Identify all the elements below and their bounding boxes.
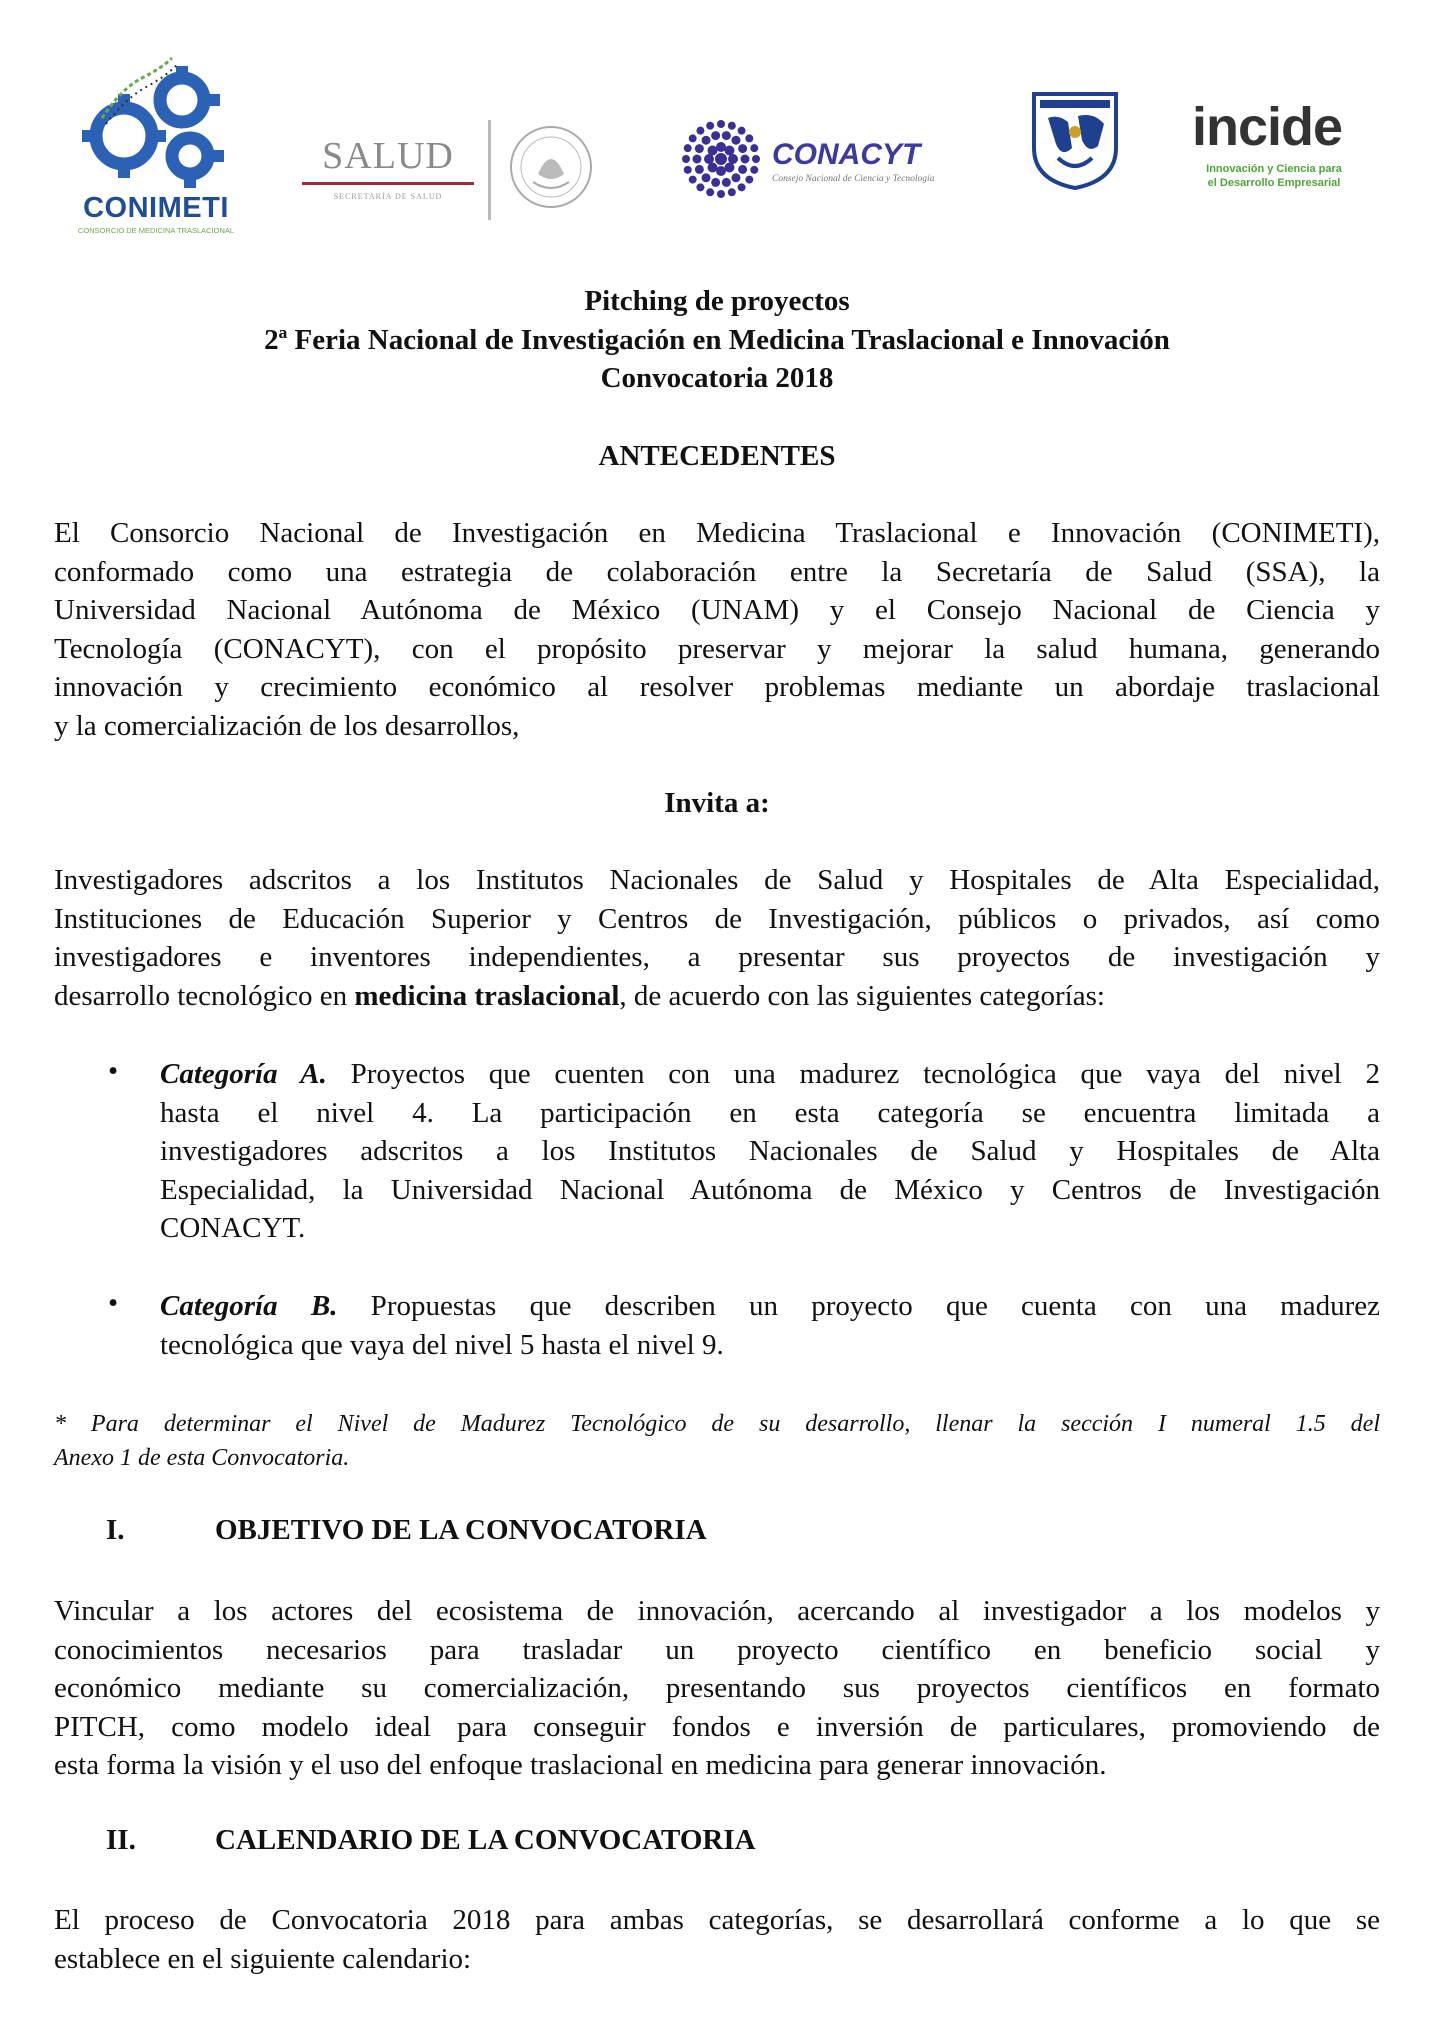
conacyt-dot xyxy=(738,183,746,191)
conacyt-dot xyxy=(738,165,747,174)
document-title xyxy=(54,282,1380,398)
section-2-number: II. xyxy=(106,1824,136,1856)
incide-subtitle xyxy=(1196,162,1352,190)
paragraph-line: Vincular a los actores del ecosistema de innovación, acercando al investigador a los modelos y xyxy=(54,1595,1380,1627)
footnote-line: Anexo 1 de esta Convocatoria. xyxy=(54,1445,350,1471)
salud-divider xyxy=(488,120,491,220)
paragraph-line: El proceso de Convocatoria 2018 para ambas categorías, se desarrollará conforme a lo que se xyxy=(54,1904,1380,1936)
conacyt-dots-icon xyxy=(680,118,762,200)
line-text: desarrollo tecnológico en xyxy=(54,979,355,1012)
bullet-line xyxy=(160,1287,1380,1326)
paragraph-line: innovación y crecimiento económico al resolver problemas mediante un abordaje traslacional xyxy=(54,671,1380,704)
paragraph-line: conformado como una estrategia de colaboración entre la Secretaría de Salud (SSA), la xyxy=(54,555,1380,588)
logo-row xyxy=(0,40,1430,240)
conacyt-dot xyxy=(728,188,736,196)
conacyt-dot xyxy=(693,155,702,164)
paragraph-line: Universidad Nacional Autónoma de México (UNAM) y el Consejo Nacional de Ciencia y xyxy=(54,594,1380,627)
paragraph-line: Instituciones de Educación Superior y Centros de Investigación, públicos o privados, así como xyxy=(54,902,1380,935)
title-line-1: Pitching de proyectos xyxy=(584,285,850,317)
bullet-line: hasta el nivel 4. La participación en esta categoría se encuentra limitada a xyxy=(160,1096,1380,1129)
conacyt-dot xyxy=(702,173,711,182)
line-text: , de acuerdo con las siguientes categorías: xyxy=(619,979,1105,1012)
section-1-paragraph xyxy=(54,1592,1380,1785)
invita-heading: Invita a: xyxy=(664,787,770,819)
bullet-line: tecnológica que vaya del nivel 5 hasta el nivel 9. xyxy=(160,1328,724,1361)
conacyt-subtitle: Consejo Nacional de Ciencia y Tecnología xyxy=(772,174,935,184)
paragraph-line xyxy=(54,977,1380,1016)
conacyt-dot xyxy=(750,144,758,152)
bullet-line: Especialidad, la Universidad Nacional Autónoma de México y Centros de Investigación xyxy=(160,1173,1380,1206)
conacyt-dot xyxy=(702,136,711,145)
category-a-label: Categoría A. xyxy=(160,1058,327,1090)
line-text: Propuestas que describen un proyecto que cuenta con una madurez xyxy=(337,1290,1380,1322)
conacyt-dot xyxy=(752,155,760,163)
section-2-title: CALENDARIO DE LA CONVOCATORIA xyxy=(215,1824,756,1856)
section-1-title: OBJETIVO DE LA CONVOCATORIA xyxy=(215,1514,707,1546)
paragraph-line: Investigadores adscritos a los Institutos Nacionales de Salud y Hospitales de Alta Especialidad, xyxy=(54,864,1380,896)
category-b-label: Categoría B. xyxy=(160,1290,338,1322)
bullet-marker: • xyxy=(108,1055,119,1087)
conacyt-dot xyxy=(717,120,725,128)
conacyt-dot xyxy=(745,176,753,184)
paragraph-line: investigadores e inventores independientes, a presentar sus proyectos de investigación y xyxy=(54,941,1380,974)
conacyt-name: CONACYT xyxy=(772,138,921,171)
conacyt-dot xyxy=(715,153,727,165)
conacyt-dot xyxy=(738,144,747,153)
conacyt-dot xyxy=(689,176,697,184)
conimeti-subtitle: CONSORCIO DE MEDICINA TRASLACIONAL xyxy=(77,226,235,235)
conacyt-dot xyxy=(722,178,731,187)
incide-name: incide xyxy=(1192,97,1343,157)
bold-term: medicina traslacional xyxy=(354,979,620,1012)
conacyt-dot xyxy=(711,131,720,140)
conimeti-name: CONIMETI xyxy=(83,192,229,224)
paragraph-line: y la comercialización de los desarrollos, xyxy=(54,709,520,742)
conacyt-dot xyxy=(695,165,704,174)
gear-icon xyxy=(62,48,250,193)
conacyt-dot xyxy=(711,178,720,187)
section-1-number: I. xyxy=(106,1514,125,1546)
category-b-item xyxy=(160,1287,1380,1364)
conacyt-dot xyxy=(695,144,704,153)
conacyt-dot xyxy=(696,183,704,191)
bullet-line xyxy=(160,1055,1380,1094)
footnote xyxy=(54,1407,1380,1475)
invita-paragraph xyxy=(54,861,1380,1015)
conacyt-dot xyxy=(731,136,740,145)
conacyt-dot xyxy=(738,127,746,135)
conacyt-dot xyxy=(741,155,750,164)
bullet-line: investigadores adscritos a los Institutos Nacionales de Salud y Hospitales de Alta xyxy=(160,1135,1380,1168)
conacyt-dot xyxy=(745,134,753,142)
bullet-marker: • xyxy=(108,1287,119,1319)
salud-subtitle: SECRETARÍA DE SALUD xyxy=(333,192,443,201)
category-a-item xyxy=(160,1055,1380,1248)
salud-logo xyxy=(298,120,598,240)
incide-subtitle-line1: Innovación y Ciencia para xyxy=(1206,163,1342,175)
conacyt-dot xyxy=(750,166,758,174)
conacyt-dot xyxy=(689,134,697,142)
paragraph-line: conocimientos necesarios para trasladar un proyecto científico en beneficio social y xyxy=(54,1633,1380,1666)
conacyt-logo xyxy=(680,118,950,238)
line-text: Proyectos que cuenten con una madurez tecnológica que vaya del nivel 2 xyxy=(326,1058,1380,1090)
paragraph-line: económico mediante su comercialización, presentando sus proyectos científicos en formato xyxy=(54,1672,1380,1705)
conimeti-logo xyxy=(62,48,250,238)
conacyt-dot xyxy=(684,144,692,152)
paragraph-line: establece en el siguiente calendario: xyxy=(54,1942,472,1975)
antecedentes-heading: ANTECEDENTES xyxy=(598,440,836,472)
antecedentes-paragraph xyxy=(54,514,1380,746)
paragraph-line: esta forma la visión y el uso del enfoque traslacional en medicina para generar innovación. xyxy=(54,1749,1107,1782)
title-line-3: Convocatoria 2018 xyxy=(600,362,834,395)
title-line-2: 2ª Feria Nacional de Investigación en Medicina Traslacional e Innovación xyxy=(264,323,1170,356)
conacyt-dot xyxy=(717,190,725,198)
bullet-line: CONACYT. xyxy=(160,1212,306,1245)
conacyt-dot xyxy=(706,122,714,130)
conacyt-dot xyxy=(722,131,731,140)
section-2-paragraph xyxy=(54,1901,1380,1978)
conacyt-dot xyxy=(728,122,736,130)
conacyt-dot xyxy=(684,166,692,174)
paragraph-line: El Consorcio Nacional de Investigación en Medicina Traslacional e Innovación (CONIMETI), xyxy=(54,517,1380,549)
conacyt-dot xyxy=(682,155,690,163)
unam-logo xyxy=(1028,88,1122,198)
conacyt-dot xyxy=(706,188,714,196)
mexico-seal-icon xyxy=(508,124,594,210)
incide-subtitle-line2: el Desarrollo Empresarial xyxy=(1207,177,1341,189)
unam-shield-icon xyxy=(1028,88,1122,192)
conacyt-dot xyxy=(696,127,704,135)
paragraph-line: Tecnología (CONACYT), con el propósito preservar y mejorar la salud humana, generando xyxy=(54,632,1380,665)
conacyt-dot xyxy=(731,173,740,182)
salud-underline xyxy=(302,182,474,185)
conacyt-dot xyxy=(724,146,734,156)
incide-logo xyxy=(1192,97,1352,214)
footnote-line: * Para determinar el Nivel de Madurez Tecnológico de su desarrollo, llenar la sección I numeral 1.5 del xyxy=(54,1411,1380,1437)
paragraph-line: PITCH, como modelo ideal para conseguir fondos e inversión de particulares, promoviendo de xyxy=(54,1710,1380,1743)
salud-name: SALUD xyxy=(322,135,454,177)
